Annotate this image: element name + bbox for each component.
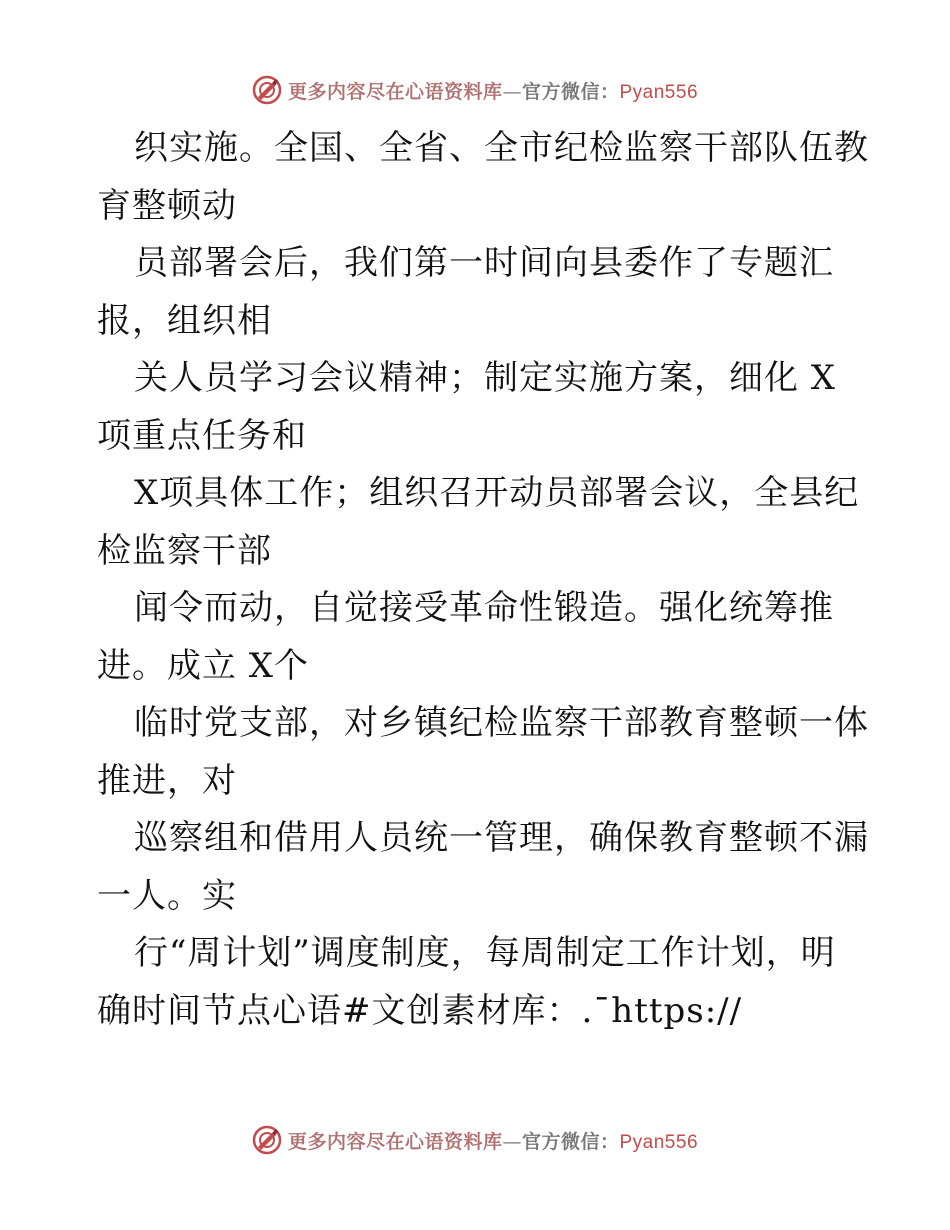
header-wechat-id: Pyan556 <box>619 81 699 103</box>
body-line: 行“周计划”调度制度，每周制定工作计划，明 <box>134 933 836 973</box>
body-line: 一人。实 <box>97 875 237 916</box>
header-banner-text <box>288 77 698 104</box>
footer-banner <box>0 1120 950 1160</box>
footer-banner-dash: — <box>502 1130 522 1153</box>
document-body <box>97 120 869 1040</box>
body-line: 确时间节点心语#文创素材库：.¯https:// <box>97 990 743 1031</box>
header-banner-main: 更多内容尽在心语资料库 <box>287 80 503 103</box>
body-line: 织实施。全国、全省、全市纪检监察干部队伍教 <box>134 128 869 168</box>
body-line: 项重点任务和 <box>97 415 307 456</box>
body-line: 检监察干部 <box>97 530 272 571</box>
header-banner <box>0 70 950 110</box>
footer-banner-text <box>288 1127 698 1154</box>
body-line: 闻令而动，自觉接受革命性锻造。强化统筹推 <box>134 588 834 628</box>
body-line: 进。成立 X个 <box>97 645 310 686</box>
footer-banner-main: 更多内容尽在心语资料库 <box>287 1130 503 1153</box>
footer-wechat-label: 官方微信： <box>521 1130 620 1153</box>
body-line: 员部署会后，我们第一时间向县委作了专题汇 <box>134 243 834 283</box>
header-wechat-label: 官方微信： <box>521 80 620 103</box>
body-line: 报，组织相 <box>97 300 272 341</box>
header-banner-dash: — <box>502 80 522 103</box>
body-line: 临时党支部，对乡镇纪检监察干部教育整顿一体 <box>134 703 869 743</box>
body-line: 关人员学习会议精神；制定实施方案，细化 X <box>134 358 837 398</box>
brand-logo-icon <box>252 1125 282 1155</box>
brand-logo-icon <box>252 75 282 105</box>
body-line: 推进，对 <box>97 760 237 801</box>
body-line: 巡察组和借用人员统一管理，确保教育整顿不漏 <box>134 818 869 858</box>
body-line: 育整顿动 <box>97 185 237 226</box>
body-line: X项具体工作；组织召开动员部署会议，全县纪 <box>134 473 860 513</box>
footer-wechat-id: Pyan556 <box>619 1131 699 1153</box>
